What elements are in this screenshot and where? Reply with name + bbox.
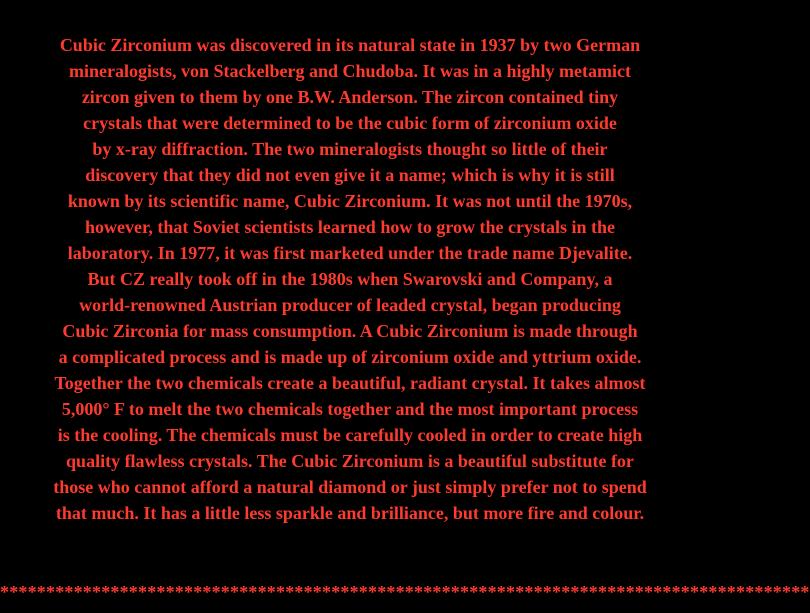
article-line: 5,000° F to melt the two chemicals together and the most important process [61,399,639,419]
article-line: discovery that they did not even give it a name; which is why it is still [85,165,615,185]
article-line: zircon given to them by one B.W. Anderson. The zircon contained tiny [81,87,619,107]
article-line: a complicated process and is made up of zirconium oxide and yttrium oxide. [58,347,642,367]
article-line: But CZ really took off in the 1980s when Swarovski and Company, a [87,269,613,289]
article-line: mineralogists, von Stackelberg and Chudoba. It was in a highly metamict [68,61,632,81]
article-line: crystals that were determined to be the cubic form of zirconium oxide [83,113,617,133]
article-line: Together the two chemicals create a beautiful, radiant crystal. It takes almost [54,373,646,393]
article-line: Cubic Zirconium was discovered in its natural state in 1937 by two German [59,35,641,55]
article-line: those who cannot afford a natural diamond or just simply prefer not to spend [53,477,647,497]
article-line: laboratory. In 1977, it was first marketed under the trade name Djevalite. [67,243,633,263]
asterisk-divider: **************************************************************************************** [0,582,810,602]
article-line: by x-ray diffraction. The two mineralogists thought so little of their [92,139,608,159]
article-line: quality flawless crystals. The Cubic Zirconium is a beautiful substitute for [66,451,634,471]
article-line: however, that Soviet scientists learned how to grow the crystals in the [85,217,615,237]
article-line: world-renowned Austrian producer of leaded crystal, began producing [79,295,621,315]
article-line: Cubic Zirconia for mass consumption. A Cubic Zirconium is made through [62,321,638,341]
article-line: is the cooling. The chemicals must be carefully cooled in order to create high [57,425,643,445]
article-line: that much. It has a little less sparkle and brilliance, but more fire and colour. [55,503,645,523]
article-text [0,32,700,526]
article-line: known by its scientific name, Cubic Zirconium. It was not until the 1970s, [67,191,633,211]
